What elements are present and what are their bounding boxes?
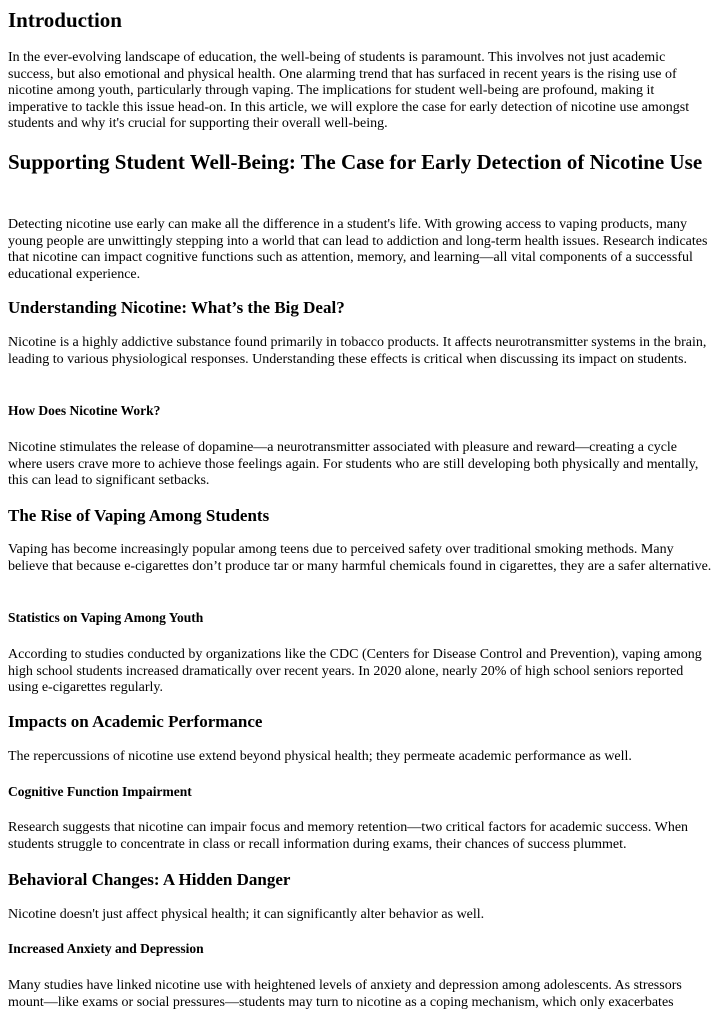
- section-heading-academic-performance: Impacts on Academic Performance: [8, 712, 263, 731]
- section-paragraph-cognitive-impairment: Research suggests that nicotine can impair focus and memory retention—two critical factors for academic success. When students struggle to concentrate in class or recall information during exams, their chances of success plummet.: [8, 820, 689, 852]
- section-paragraph-rise-of-vaping: Vaping has become increasingly popular among teens due to perceived safety over traditional smoking methods. Many believe that because e-cigarettes don’t produce tar or many harmful chemicals found in cigarettes, they are a safer alternative.: [8, 542, 712, 574]
- section-paragraph-academic-performance: The repercussions of nicotine use extend beyond physical health; they permeate academic performance as well.: [8, 749, 632, 764]
- section-heading-behavioral-changes: Behavioral Changes: A Hidden Danger: [8, 870, 291, 889]
- main-heading: Supporting Student Well-Being: The Case for Early Detection of Nicotine Use: [8, 150, 703, 174]
- section-heading-vaping-statistics: Statistics on Vaping Among Youth: [8, 610, 204, 625]
- section-paragraph-understanding-nicotine: Nicotine is a highly addictive substance found primarily in tobacco products. It affects neurotransmitter systems in the brain, leading to various physiological responses. Understanding these effects is critical when discussing its impact on students.: [8, 335, 707, 367]
- section-paragraph-behavioral-changes: Nicotine doesn't just affect physical health; it can significantly alter behavior as well.: [8, 907, 485, 922]
- intro-heading: Introduction: [8, 8, 122, 32]
- section-paragraph-how-nicotine-works: Nicotine stimulates the release of dopamine—a neurotransmitter associated with pleasure and reward—creating a cycle where users crave more to achieve those feelings again. For students who are still developing both physically and mentally, this can lead to significant setbacks.: [8, 440, 699, 488]
- section-heading-understanding-nicotine: Understanding Nicotine: What’s the Big Deal?: [8, 298, 345, 317]
- section-paragraph-anxiety-depression: Many studies have linked nicotine use with heightened levels of anxiety and depression among adolescents. As stressors mount—like exams or social pressures—students may turn to nicotine as a coping mechanism, which only exacerbates: [8, 978, 682, 1010]
- section-paragraph-vaping-statistics: According to studies conducted by organizations like the CDC (Centers for Disease Control and Prevention), vaping among high school students increased dramatically over recent years. In 2020 alone, nearly 20% of high school seniors reported using e-cigarettes regularly.: [8, 647, 702, 695]
- section-heading-anxiety-depression: Increased Anxiety and Depression: [8, 941, 204, 956]
- section-heading-how-nicotine-works: How Does Nicotine Work?: [8, 403, 161, 418]
- section-heading-cognitive-impairment: Cognitive Function Impairment: [8, 784, 192, 799]
- section-heading-rise-of-vaping: The Rise of Vaping Among Students: [8, 506, 270, 525]
- intro-paragraph: In the ever-evolving landscape of education, the well-being of students is paramount. This involves not just academic success, but also emotional and physical health. One alarming trend that has surfaced in recent years is the rising use of nicotine among youth, particularly through vaping. The implications for student well-being are profound, making it imperative to tackle this issue head-on. In this article, we will explore the case for early detection of nicotine use amongst students and why it's crucial for supporting their overall well-being.: [8, 50, 690, 131]
- main-paragraph: Detecting nicotine use early can make all the difference in a student's life. With growing access to vaping products, many young people are unwittingly stepping into a world that can lead to addiction and long-term health issues. Research indicates that nicotine can impact cognitive functions such as attention, memory, and learning—all vital components of a successful educational experience.: [8, 217, 708, 282]
